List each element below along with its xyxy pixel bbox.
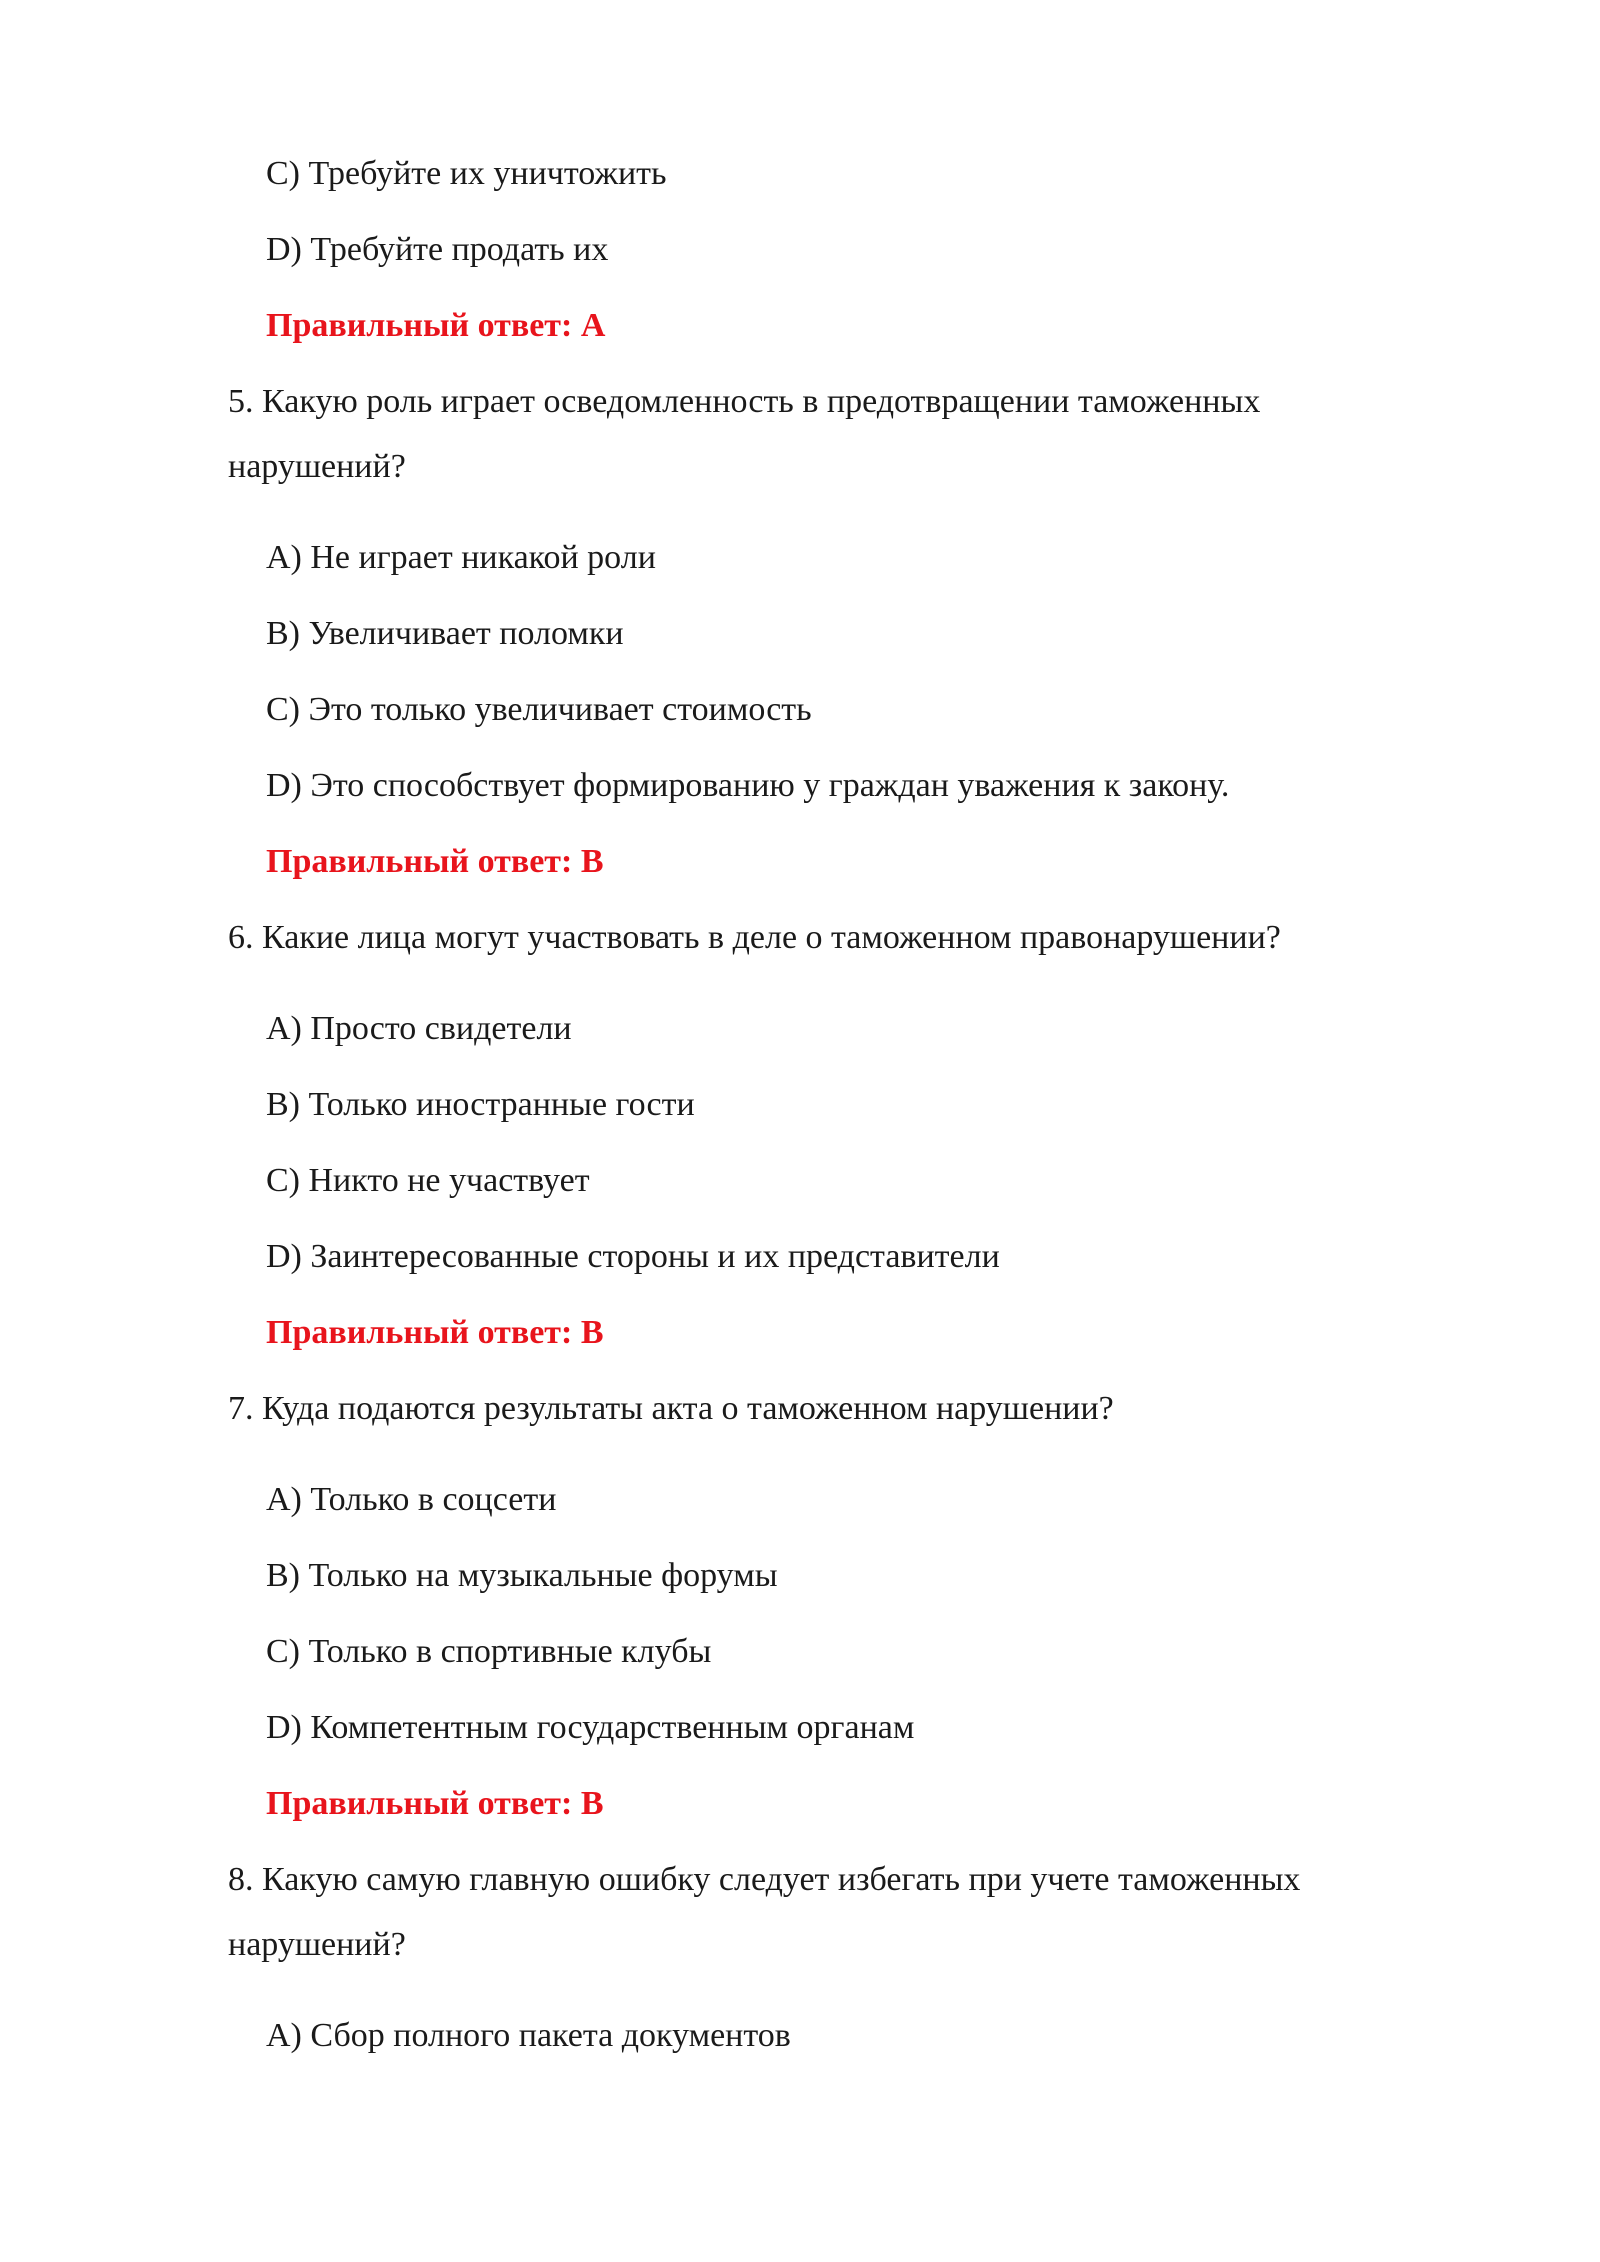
option-d: D) Заинтересованные стороны и их представители <box>266 1238 1000 1275</box>
option-a: A) Только в соцсети <box>266 1481 557 1518</box>
option-b: B) Только иностранные гости <box>266 1086 695 1123</box>
correct-answer: Правильный ответ: B <box>266 1314 604 1351</box>
option-b: B) Только на музыкальные форумы <box>266 1557 778 1594</box>
question-text: 8. Какую самую главную ошибку следует избегать при учете таможенных <box>228 1861 1301 1898</box>
option-b: B) Увеличивает поломки <box>266 615 624 652</box>
option-a: A) Не играет никакой роли <box>266 539 656 576</box>
option-c: C) Это только увеличивает стоимость <box>266 691 812 728</box>
option-a: A) Просто свидетели <box>266 1010 572 1047</box>
correct-answer: Правильный ответ: B <box>266 843 604 880</box>
question-text: 6. Какие лица могут участвовать в деле о таможенном правонарушении? <box>228 919 1281 956</box>
option-d: D) Компетентным государственным органам <box>266 1709 915 1746</box>
correct-answer: Правильный ответ: A <box>266 307 606 344</box>
question-text: 5. Какую роль играет осведомленность в предотвращении таможенных <box>228 383 1261 420</box>
option-d: D) Это способствует формированию у граждан уважения к закону. <box>266 767 1230 804</box>
question-text-continued: нарушений? <box>228 1926 406 1963</box>
option-a: A) Сбор полного пакета документов <box>266 2017 791 2054</box>
question-text-continued: нарушений? <box>228 448 406 485</box>
option-c: C) Никто не участвует <box>266 1162 590 1199</box>
question-text: 7. Куда подаются результаты акта о таможенном нарушении? <box>228 1390 1114 1427</box>
option-c: C) Требуйте их уничтожить <box>266 155 667 192</box>
option-c: C) Только в спортивные клубы <box>266 1633 712 1670</box>
option-d: D) Требуйте продать их <box>266 231 609 268</box>
correct-answer: Правильный ответ: B <box>266 1785 604 1822</box>
